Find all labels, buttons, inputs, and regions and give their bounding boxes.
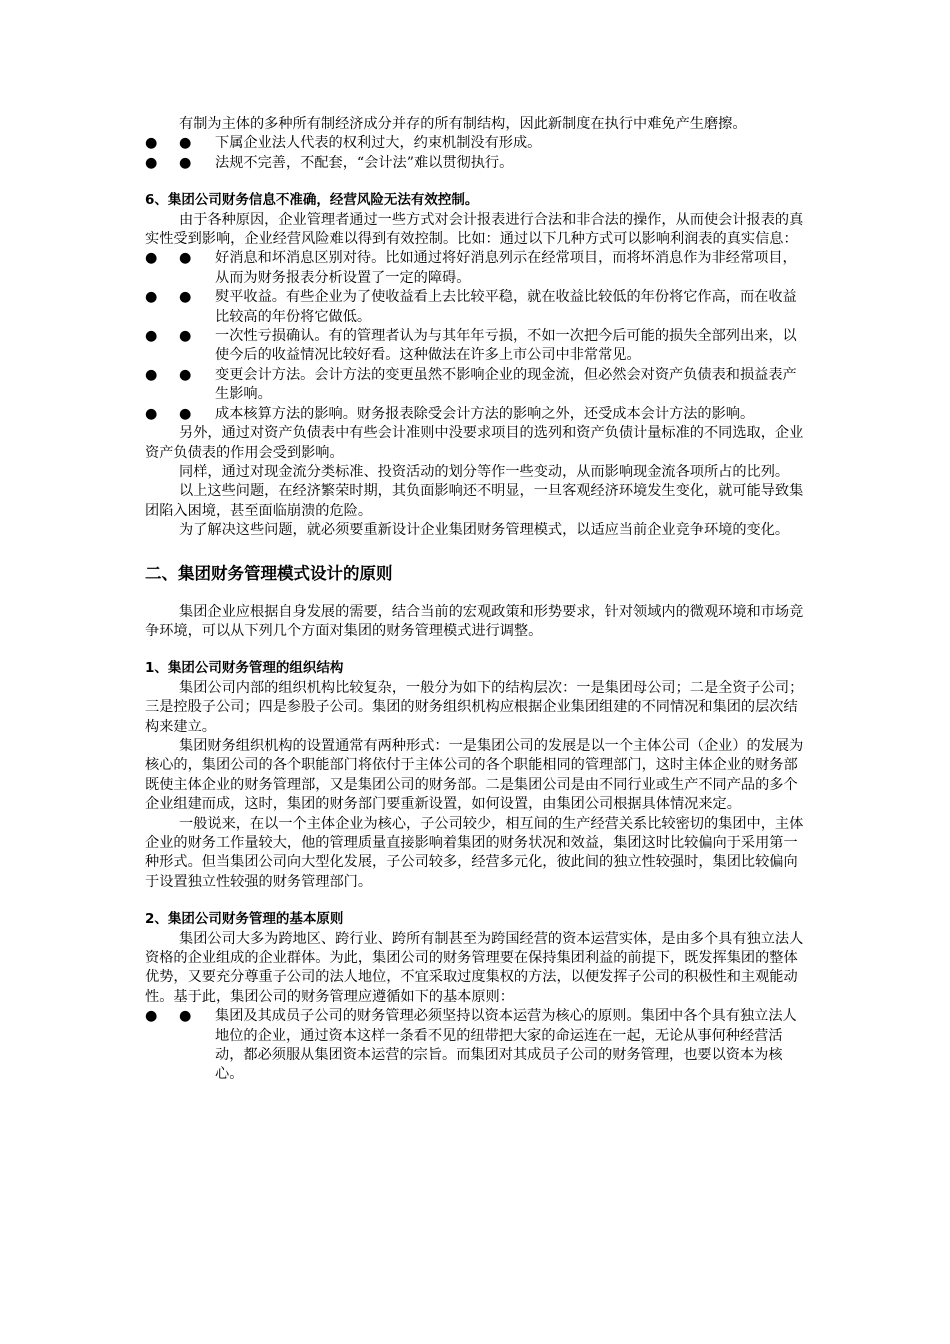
list-item [145,134,810,153]
bullet-icon: ● [179,405,192,422]
bullet-icon: ● [145,405,158,422]
list-item [145,288,810,327]
bullet-icon: ● [179,328,192,345]
bullet-icon: ● [145,1008,158,1025]
paragraph: 一般说来，在以一个主体企业为核心，子公司较少，相互间的生产经营关系比较密切的集团中，主体企业的财务工作量较大，他的管理质量直接影响着集团的财务状况和效益，集团这时比较偏向于采用第一种形式。但当集团公司向大型化发展，子公司较多，经营多元化，彼此间的独立性较强时，集团比较偏向于设置独立性较强的财务管理部门。 [145,815,804,890]
bullet-icon: ● [145,366,158,383]
chapter-heading: 二、集团财务管理模式设计的原则 [145,563,393,583]
paragraph: 集团财务组织机构的设置通常有两种形式：一是集团公司的发展是以一个主体公司（企业）的发展为核心的，集团公司的各个职能部门将依付于主体公司的各个职能相同的管理部门，这时主体企业的财务部既使主体企业的财务管理部，又是集团公司的财务部。二是集团公司是由不同行业或生产不同产品的多个企业组建而成，这时，集团的财务部门要重新设置，如何设置，由集团公司根据具体情况来定。 [145,737,804,813]
paragraph: 另外，通过对资产负债表中有些会计准则中没要求项目的选列和资产负债计量标准的不同选取，企业资产负债表的作用会受到影响。 [145,425,804,461]
section-1-heading: 1、集团公司财务管理的组织结构 [145,660,344,677]
bullet-icon: ● [145,250,158,267]
bullet-icon: ● [179,154,192,171]
list-item [145,1007,810,1085]
continued-paragraph: 有制为主体的多种所有制经济成分并存的所有制结构，因此新制度在执行中难免产生磨擦。 [179,116,747,132]
bullet-icon: ● [179,366,192,383]
paragraph: 集团企业应根据自身发展的需要，结合当前的宏观政策和形势要求，针对领域内的微观环境和市场竞争环境，可以从下列几个方面对集团的财务管理模式进行调整。 [145,603,804,639]
list-item-text: 好消息和坏消息区别对待。比如通过将好消息列示在经常项目，而将坏消息作为非经常项目，从而为财务报表分析设置了一定的障碍。 [215,250,797,286]
paragraph: 集团公司内部的组织机构比较复杂，一般分为如下的结构层次：一是集团母公司；二是全资子公司；三是控股子公司；四是参股子公司。集团的财务组织机构应根据企业集团组建的不同情况和集团的层次结构来建立。 [145,679,804,735]
bullet-icon: ● [145,135,158,152]
paragraph: 集团公司大多为跨地区、跨行业、跨所有制甚至为跨国经营的资本运营实体，是由多个具有独立法人资格的企业组成的企业群体。为此，集团公司的财务管理要在保持集团利益的前提下，既发挥集团的整体优势，又要充分尊重子公司的法人地位，不宜采取过度集权的方法，以便发挥子公司的积极性和主观能动性。基于此，集团公司的财务管理应遵循如下的基本原则： [145,930,804,1005]
list-item-text: 变更会计方法。会计方法的变更虽然不影响企业的现金流，但必然会对资产负债表和损益表产生影响。 [215,366,797,403]
document-page [145,115,810,1085]
list-item-text: 法规不完善，不配套，“会计法”难以贯彻执行。 [215,154,514,171]
paragraph: 以上这些问题，在经济繁荣时期，其负面影响还不明显，一旦客观经济环境发生变化，就可能导致集团陷入困境，甚至面临崩溃的危险。 [145,483,804,519]
list-item [145,405,810,424]
bullet-icon: ● [145,328,158,345]
bullet-icon: ● [179,289,192,306]
list-item-text: 成本核算方法的影响。财务报表除受会计方法的影响之外，还受成本会计方法的影响。 [215,405,755,422]
paragraph: 由于各种原因，企业管理者通过一些方式对会计报表进行合法和非合法的操作，从而使会计报表的真实性受到影响，企业经营风险难以得到有效控制。比如：通过以下几种方式可以影响利润表的真实信息： [145,211,804,248]
bullet-icon: ● [179,135,192,152]
section-2-heading: 2、集团公司财务管理的基本原则 [145,911,344,928]
bullet-icon: ● [145,154,158,171]
list-item [145,154,810,173]
list-item [145,249,810,288]
paragraph: 为了解决这些问题，就必须要重新设计企业集团财务管理模式，以适应当前企业竞争环境的变化。 [179,522,790,539]
list-item-text: 下属企业法人代表的权利过大，约束机制没有形成。 [215,135,542,152]
section-6-heading: 6、集团公司财务信息不准确，经营风险无法有效控制。 [145,192,479,209]
bullet-icon: ● [179,250,192,267]
list-item-text: 一次性亏损确认。有的管理者认为与其年年亏损，不如一次把今后可能的损失全部列出来，以使今后的收益情况比较好看。这种做法在许多上市公司中非常常见。 [215,328,797,364]
paragraph: 同样，通过对现金流分类标准、投资活动的划分等作一些变动，从而影响现金流各项所占的比列。 [179,463,790,480]
list-item [145,366,810,405]
list-item-text: 集团及其成员子公司的财务管理必须坚持以资本运营为核心的原则。集团中各个具有独立法人地位的企业，通过资本这样一条看不见的纽带把大家的命运连在一起，无论从事何种经营活动，都必须服从集团资本运营的宗旨。而集团对其成员子公司的财务管理，也要以资本为核心。 [215,1008,797,1083]
bullet-icon: ● [179,1008,192,1025]
list-item-text: 熨平收益。有些企业为了使收益看上去比较平稳，就在收益比较低的年份将它作高，而在收益比较高的年份将它做低。 [215,289,797,325]
bullet-icon: ● [145,289,158,306]
list-item [145,327,810,366]
